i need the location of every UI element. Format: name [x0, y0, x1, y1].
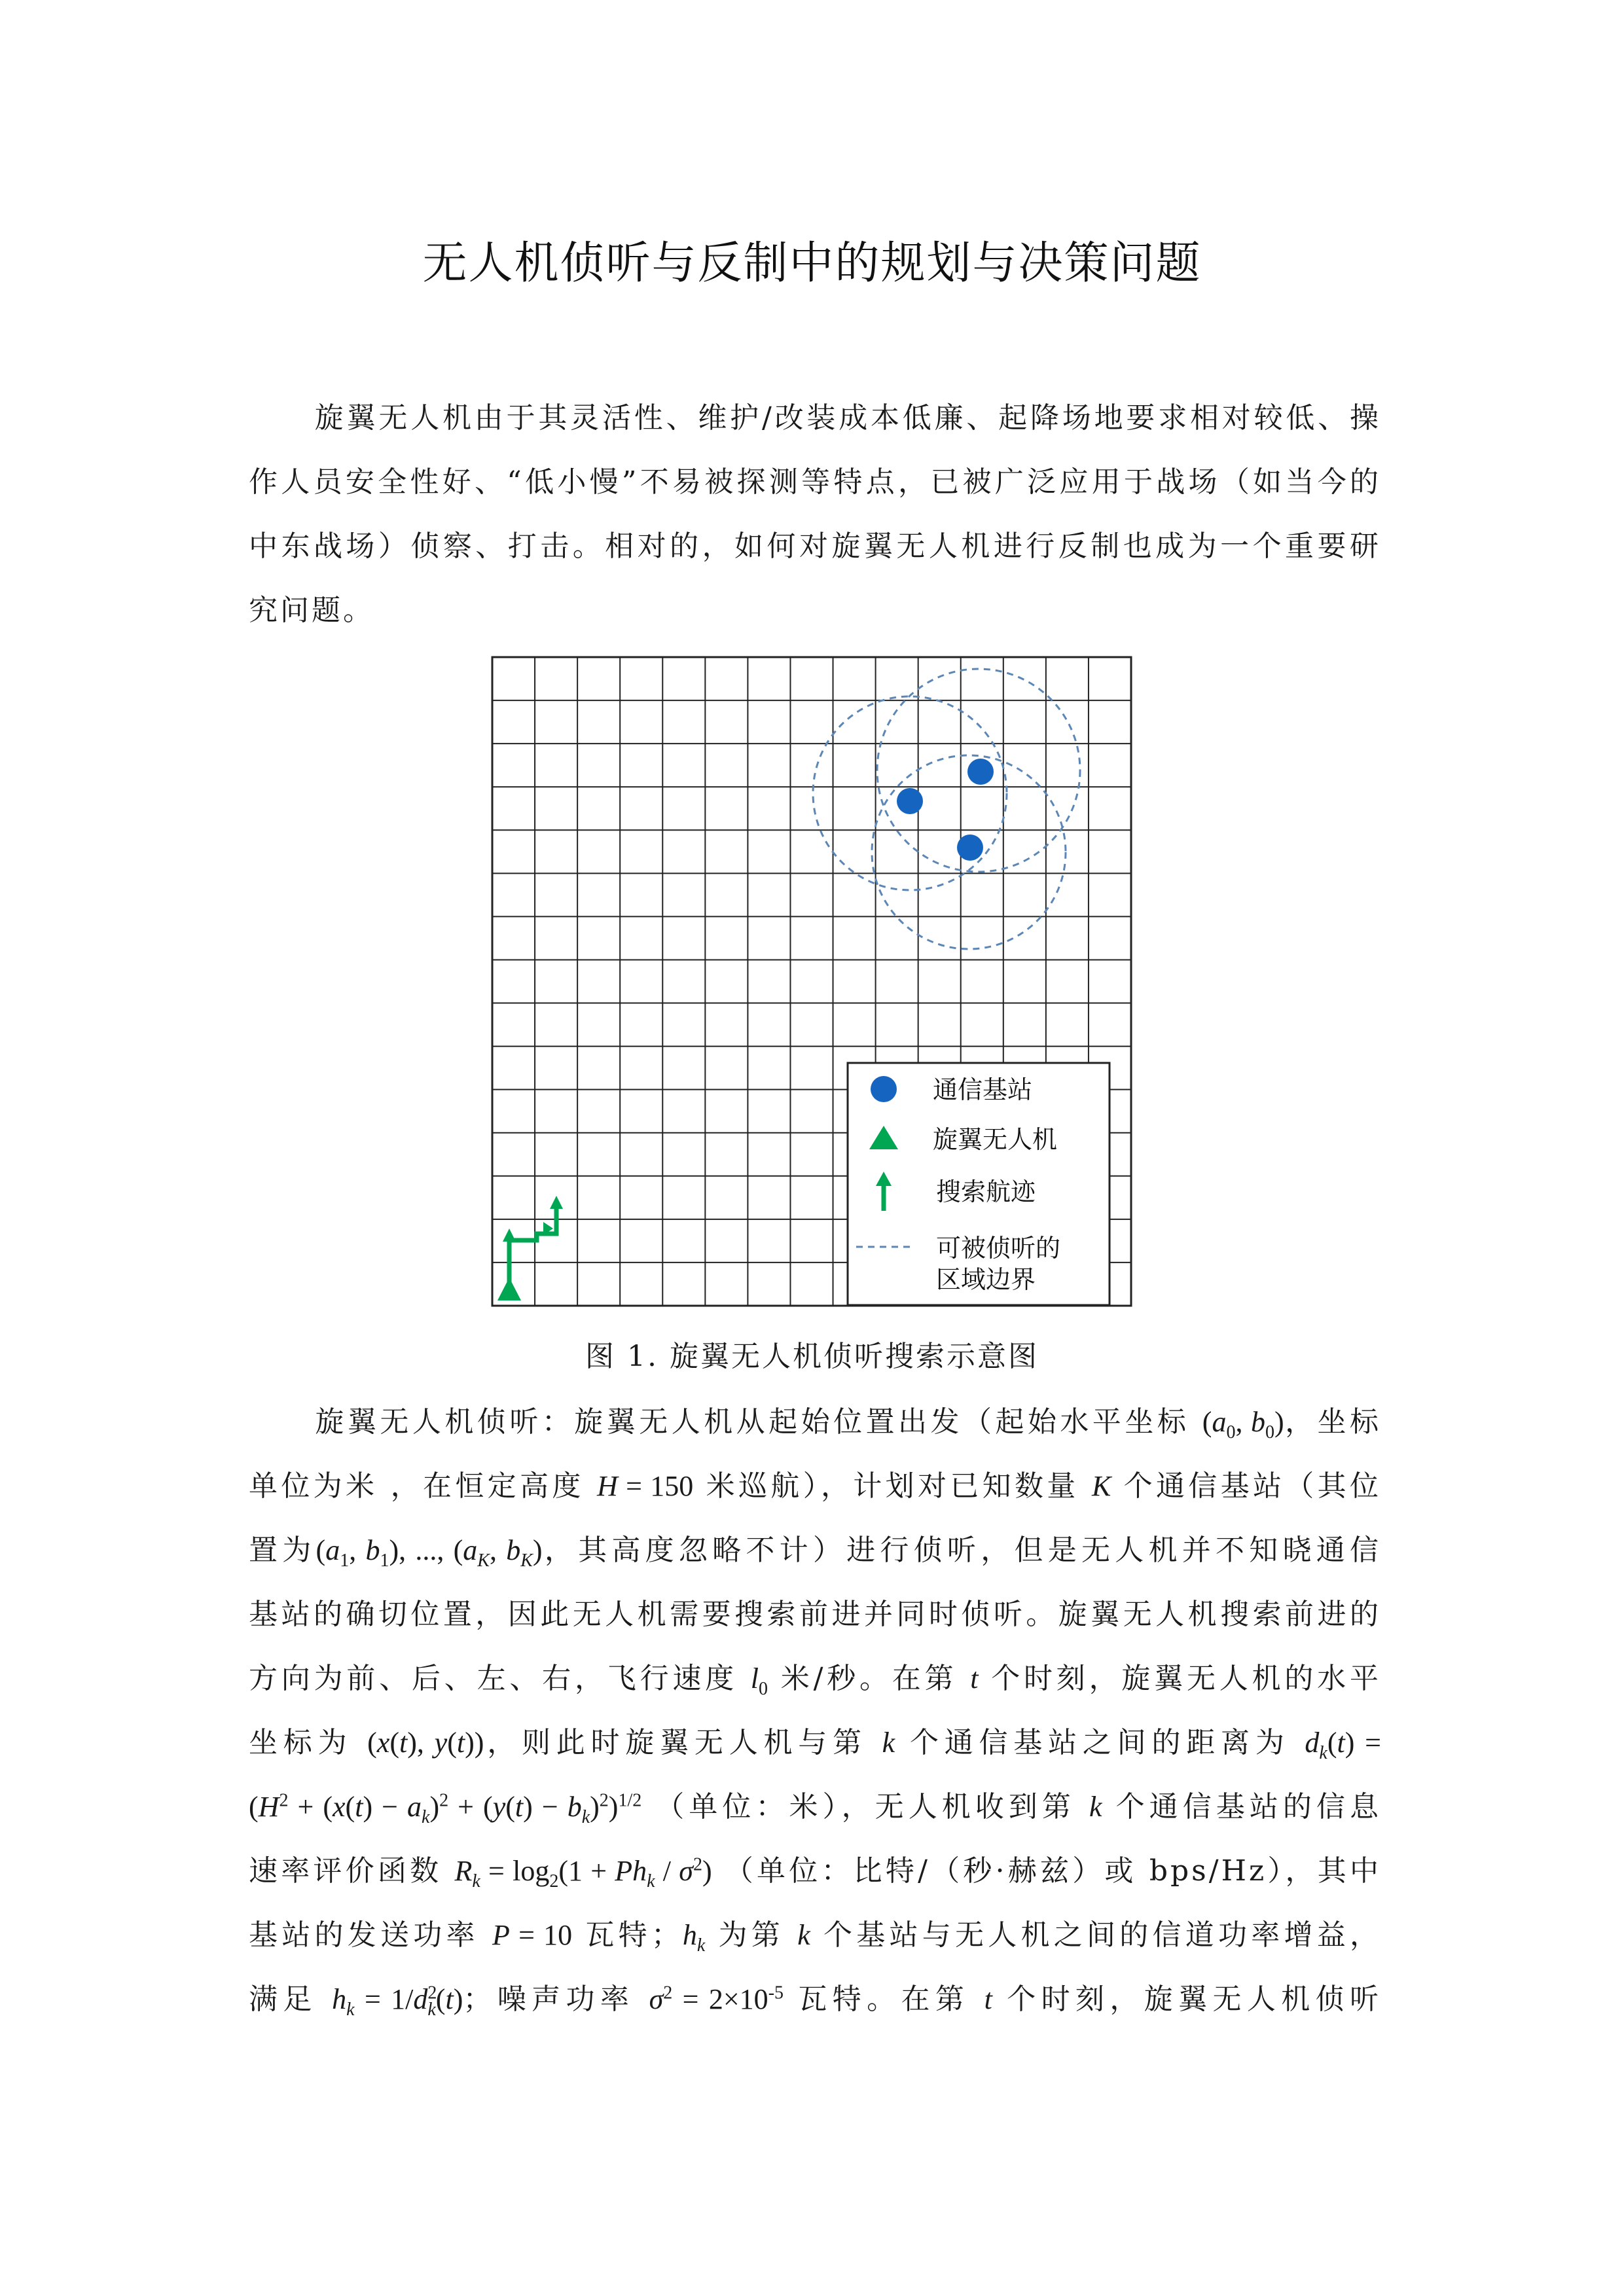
search-diagram — [491, 656, 1132, 1310]
uav-triangle — [497, 1278, 521, 1300]
legend-label-station: 通信基站 — [933, 1075, 1033, 1104]
body-line-4: 基站的确切位置，因此无人机需要搜索前进并同时侦听。旋翼无人机搜索前进的 — [249, 1598, 1381, 1631]
listen-boundary-circles — [813, 669, 1080, 949]
intro-line-1: 旋翼无人机由于其灵活性、维护/改装成本低廉、起降场地要求相对较低、操 — [314, 401, 1381, 435]
body-line-7: $(H^2 + (x(t) - a_k)^2 + (y(t) - b_k)^2)^{1/2}$ （单位：米），无人机收到第 k 个通信基站的信息 — [249, 1790, 1381, 1827]
station-legend-icon — [871, 1076, 897, 1102]
search-path — [497, 1196, 563, 1300]
legend-label-boundary-2: 区域边界 — [936, 1265, 1036, 1294]
body-line-8: 速率评价函数 $R_k = \log_2(1 + Ph_k / \sigma^2)$ （单位：比特/（秒·赫兹）或 bps/Hz），其中 — [249, 1854, 1381, 1892]
base-station-marker — [897, 788, 923, 814]
base-station-marker — [957, 834, 983, 861]
figure-caption: 图 1. 旋翼无人机侦听搜索示意图 — [585, 1340, 1039, 1373]
body-line-1: 旋翼无人机侦听：旋翼无人机从起始位置出发（起始水平坐标 ($a_0$, $b_0$)，坐标 — [314, 1405, 1382, 1443]
search-path-arrowhead — [550, 1196, 563, 1209]
intro-line-2: 作人员安全性好、“低小慢”不易被探测等特点，已被广泛应用于战场（如当今的 — [249, 465, 1381, 499]
legend-label-path: 搜索航迹 — [936, 1177, 1036, 1206]
search-path-arrowhead — [503, 1229, 516, 1242]
body-line-6: 坐标为 (x(t), y(t))，则此时旋翼无人机与第 k 个通信基站之间的距离为 $d_k(t)$ = — [249, 1726, 1381, 1763]
intro-paragraph — [249, 386, 1381, 643]
search-path-line — [509, 1209, 556, 1284]
legend — [848, 1063, 1110, 1305]
body-line-9: 基站的发送功率 P = 10 瓦特；$h_k$ 为第 k 个基站与无人机之间的信道功率增益， — [249, 1918, 1381, 1956]
legend-label-uav: 旋翼无人机 — [933, 1125, 1058, 1154]
intro-line-4: 究问题。 — [249, 594, 374, 627]
body-line-10: 满足 $h_k = 1/d^2_k(t)$；噪声功率 $\sigma^2 = 2\times 10^{-5}$ 瓦特。在第 t 个时刻，旋翼无人机侦听 — [249, 1982, 1381, 2020]
body-line-5: 方向为前、后、左、右，飞行速度 $l_0$ 米/秒。在第 t 个时刻，旋翼无人机的水平 — [249, 1662, 1381, 1699]
base-station-marker — [967, 759, 994, 785]
page-title: 无人机侦听与反制中的规划与决策问题 — [422, 238, 1202, 289]
legend-label-boundary-1: 可被侦听的 — [936, 1234, 1061, 1263]
body-paragraph — [249, 1390, 1381, 2032]
body-line-2: 单位为米 ，在恒定高度 H = 150 米巡航），计划对已知数量 K 个通信基站（其位 — [249, 1469, 1381, 1503]
intro-line-3: 中东战场）侦察、打击。相对的，如何对旋翼无人机进行反制也成为一个重要研 — [249, 529, 1381, 563]
body-line-3: 置为($a_1$, $b_1$), ..., ($a_K$, $b_K$)，其高度忽略不计）进行侦听，但是无人机并不知晓通信 — [249, 1534, 1382, 1571]
